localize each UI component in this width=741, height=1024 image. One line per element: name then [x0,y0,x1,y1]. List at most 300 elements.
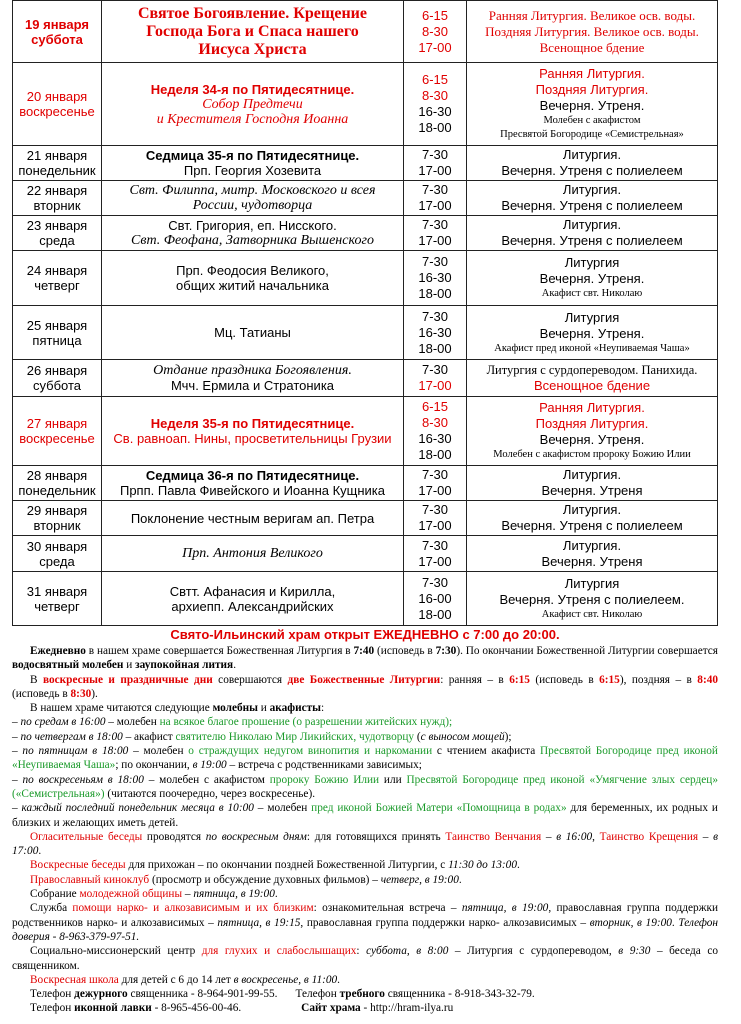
help-note [12,901,718,944]
service-cell [467,306,718,360]
sunday-talks-note [12,858,718,872]
feast-line: Свтт. Афанасия и Кирилла, [169,583,336,599]
date: 22 января [26,183,88,198]
time: 17-00 [418,518,452,533]
service: Литургия. [562,467,622,482]
service: Литургия. [562,502,622,517]
service: Вечерня. Утреня. [539,98,645,113]
date: 30 января [26,538,88,554]
feast-line: Свт. Григория, еп. Нисского. [168,218,337,233]
t: для беременных, их родных и близких и желающих иметь детей. [12,802,718,829]
feast-line: архиепп. Александрийских [171,598,334,614]
feast-cell [102,146,404,181]
t: требного [339,988,385,1001]
time: 18-00 [418,340,452,356]
t: Воскресные беседы [30,859,126,872]
service-cell [467,572,718,626]
time: 7-30 [421,574,449,590]
date-cell [13,1,102,63]
t: Воскресная школа [30,973,119,986]
time-cell [404,360,467,397]
weekday: среда [39,233,75,248]
feast-cell [102,63,404,146]
time: 6-15 [421,7,449,23]
time: 16-30 [418,104,452,119]
t: – акафист [122,730,176,743]
weekday: среда [39,553,75,569]
service: Литургия [564,255,620,270]
t: священника - 8-918-343-32-79. [384,988,535,1001]
table-row [13,216,718,251]
t: четверг, в 19:00 [380,873,459,886]
t: о страждущих недугом винопития и наркомании [188,745,433,758]
service-cell [467,360,718,397]
feast-line: Святое Богоявление. Крещение [138,4,367,22]
t: . [337,973,340,986]
talks-note [12,830,718,859]
feast-line: общих житий начальника [176,278,329,293]
cinema-note [12,873,718,887]
service: Ранняя Литургия. [539,400,645,415]
t: : [356,945,367,958]
phones-line-2 [12,1001,718,1015]
service-cell [467,536,718,572]
phones-line-1 [12,987,718,1001]
service: Вечерня. Утреня с полиелеем [501,233,683,248]
date-cell [13,251,102,306]
service-cell [467,501,718,536]
t: или [379,773,407,786]
weekday: вторник [33,198,81,213]
time: 18-00 [418,120,452,135]
date-cell [13,63,102,146]
weekday: суббота [31,31,83,47]
table-row [13,501,718,536]
t: Пресвятой Богородице пред иконой «Умягчение злых сердец» («Семистрельная») [12,773,719,800]
time-cell [404,572,467,626]
date: 19 января [25,16,89,32]
notes-section [12,626,718,1016]
t: (исповедь в [529,673,600,686]
feast-line: Неделя 35-я по Пятидесятнице. [150,416,355,431]
t: ), поздняя – в [619,673,698,686]
service: Литургия [564,309,620,325]
feast-line: Неделя 34-я по Пятидесятнице. [150,81,355,97]
service: Поздняя Литургия. [535,82,649,97]
weekday: четверг [34,278,80,293]
sunday-note [12,673,718,702]
t: ; по окончании, [115,759,193,772]
t: : [320,702,325,715]
service: Литургия с сурдопереводом. Панихида. [486,363,698,377]
t: . [516,859,520,872]
table-row [13,306,718,360]
feast-line: Господа Бога и Спаса нашего [146,22,359,40]
table-row [13,536,718,572]
time: 17-00 [418,378,452,393]
service: Вечерня. Утреня с полиелеем. [499,591,685,607]
service: Вечерня. Утреня. [539,432,645,447]
time: 18-00 [418,286,452,301]
service: Вечерня. Утреня с полиелеем [501,198,683,213]
date: 26 января [26,363,88,378]
feast-cell [102,466,404,501]
feast-line: Св. равноап. Нины, просветительницы Грузии [113,431,392,446]
date: 24 января [26,263,88,278]
time-cell [404,306,467,360]
t: 6:15 [599,673,620,686]
t: (исповедь в [12,687,71,700]
date: 28 января [26,468,88,483]
t: заупокойная лития [135,659,234,672]
t: для прихожан – по окончании поздней Божественной Литургии, с [125,859,449,872]
feast-line: Прпп. Павла Фивейского и Иоанна Кущника [119,483,386,498]
t: две Божественные Литургии [287,673,441,686]
t: - 8-965-456-00-46. [151,1002,242,1015]
t: – Литургия с сурдопереводом, [448,945,619,958]
feast-line: Отдание праздника Богоявления. [153,363,352,378]
service: Ранняя Литургия. Великое осв. воды. [488,7,696,23]
service: Всенощное бдение [533,378,651,393]
feast-line: Прп. Георгия Хозевита [183,163,322,178]
feast-cell [102,536,404,572]
t: : ознакомительная встреча – [313,902,462,915]
time-cell [404,1,467,63]
time: 18-00 [418,447,452,462]
feast-cell [102,501,404,536]
table-row [13,1,718,63]
t: Служба [30,902,73,915]
t: – молебен [105,716,160,729]
service: Молебен с акафистом пророку Божию Илии [493,449,691,460]
feast-line: и Крестителя Господня Иоанна [156,111,349,127]
service: Вечерня. Утреня. [539,325,645,341]
t: Телефон доверия [12,916,719,943]
prayers-intro [12,701,718,715]
prayer-monday [12,801,718,830]
t: и [257,702,270,715]
t: В нашем храме читаются следующие [30,702,213,715]
service: Литургия. [562,147,622,162]
date-cell [13,397,102,466]
time: 18-00 [418,606,452,622]
t: пятница, в 19:00 [461,902,549,915]
service-cell [467,63,718,146]
t: Таинство Крещения [599,830,699,843]
service-cell [467,216,718,251]
date: 31 января [26,583,88,599]
t: для глухих и слабослышащих [201,945,357,958]
t: молебны [212,702,258,715]
school-note [12,973,718,987]
date: 25 января [26,317,88,333]
t: Ежедневно [30,645,86,657]
feast-cell [102,572,404,626]
t: – встреча с родственниками зависимых; [226,759,422,772]
t: дежурного [74,988,128,1001]
time: 17-00 [418,553,452,569]
date-cell [13,466,102,501]
t: пред иконой Божией Матери «Помощница в родах» [311,802,567,815]
time: 16-00 [418,590,452,606]
t: , [592,830,600,843]
t: – молебен с акафистом [143,773,270,786]
service: Литургия. [562,537,622,553]
table-row [13,360,718,397]
service: Вечерня. Утреня с полиелеем [501,518,683,533]
feast-line: Мчч. Ермила и Стратоника [170,378,335,393]
service: Вечерня. Утреня [541,483,643,498]
time-cell [404,216,467,251]
table-row [13,63,718,146]
t: и [123,659,136,672]
t: Огласительные беседы [30,830,143,843]
time: 8-30 [421,415,449,430]
time-cell [404,251,467,306]
feast-cell [102,397,404,466]
t: водосвятный молебен [12,659,124,672]
site-link[interactable]: - http://hram-ilya.ru [360,1002,454,1015]
time: 16-30 [418,324,452,340]
table-row [13,466,718,501]
t: – [541,830,557,843]
t: Православный киноклуб [30,873,150,886]
table-row [13,251,718,306]
feast-line: Свт. Филиппа, митр. Московского и всея [129,183,376,198]
t: по воскресным дням [205,830,307,843]
t: ). По окончании Божественной Литургии совершается [456,645,718,657]
t: пятница, в 19:00 [193,888,275,901]
t: священника - 8-964-901-99-55. [127,988,278,1001]
weekday: воскресенье [19,431,95,446]
t: 8:30 [70,687,92,700]
time: 7-30 [421,537,449,553]
prayer-thursday [12,730,718,744]
feast-line: Поклонение честным веригам ап. Петра [130,510,375,526]
t: на всякое благое прошение (о разрешении житейских нужд); [159,716,453,729]
t: ). [91,687,98,700]
service-cell [467,466,718,501]
weekday: пятница [32,332,82,348]
date-cell [13,501,102,536]
feast-cell [102,306,404,360]
date: 23 января [26,218,88,233]
prayer-wednesday [12,715,718,729]
time: 6-15 [421,72,449,87]
t: в 9:30 [618,945,651,958]
service: Вечерня. Утреня. [539,271,645,286]
t: . [38,845,42,858]
date-cell [13,216,102,251]
t: ); [504,730,512,743]
t: совершаются [212,673,288,686]
t: . [671,916,679,929]
time-cell [404,501,467,536]
t: в 17:00 [12,830,718,858]
t: Телефон [30,988,75,1001]
feast-cell [102,1,404,63]
youth-note [12,887,718,901]
t: – по воскресеньям в 18:00 [12,773,144,786]
t: : для готовящихся принять [306,830,446,843]
t: пятница, в 19:15 [217,916,301,929]
feast-line: Иисуса Христа [198,40,307,58]
t: 7:40 [353,645,375,657]
time: 7-30 [421,502,449,517]
service-cell [467,251,718,306]
t: , православная группа поддержки родственников нарко- и алкозависимых – [12,902,719,929]
t: – молебен [253,802,312,815]
feast-line: России, чудотворца [192,198,313,213]
time: 7-30 [421,147,449,162]
t: в нашем храме совершается Божественная Литургия в [85,645,354,657]
time: 7-30 [421,467,449,482]
date: 27 января [26,416,88,431]
time: 17-00 [418,163,452,178]
feast-line: Седмица 36-я по Пятидесятнице. [145,468,360,483]
time: 6-15 [421,399,449,414]
prayer-sunday [12,773,718,802]
t: : ранняя – в [440,673,510,686]
time: 8-30 [421,88,449,103]
weekday: понедельник [18,483,96,498]
t: Телефон [30,1002,75,1015]
schedule-table [12,0,718,626]
date-cell [13,360,102,397]
service: Всенощное бдение [539,39,645,55]
service: Вечерня. Утреня с полиелеем [501,163,683,178]
service-cell [467,1,718,63]
t: суббота, в 8:00 [366,945,449,958]
t: (исповедь в [374,645,436,657]
time: 16-30 [418,270,452,285]
service-cell [467,181,718,216]
time-cell [404,63,467,146]
time: 7-30 [421,254,449,269]
t: – каждый последний понедельник месяца в 10:00 [12,802,254,815]
t: пророку Божию Илии [269,773,380,786]
service: Поздняя Литургия. [535,416,649,431]
time: 7-30 [421,308,449,324]
date: 29 января [26,503,88,518]
t: – [698,830,714,843]
time-cell [404,146,467,181]
t: – по четвергам в 18:00 [12,730,123,743]
t: . [458,873,462,886]
t: для детей с 6 до 14 лет [118,973,234,986]
t: молодежной общины [79,888,183,901]
date: 20 января [26,89,88,104]
date-cell [13,536,102,572]
feast-cell [102,360,404,397]
time: 17-00 [418,233,452,248]
table-row [13,181,718,216]
date: 21 января [26,148,88,163]
t: Собрание [30,888,80,901]
time: 7-30 [421,362,449,377]
service: Акафист пред иконой «Неупиваемая Чаша» [494,342,690,354]
t: – по пятницам в 18:00 [12,745,129,758]
service: Акафист свт. Николаю [541,288,643,299]
feast-line: Свт. Феофана, Затворника Вышенского [131,233,374,248]
t: 8:40 [697,673,719,686]
service: Вечерня. Утреня [541,553,643,569]
t: в 16:00 [556,830,593,843]
t: ( [414,730,421,743]
t: , православная группа поддержки нарко- алкозависимых – [300,916,590,929]
feast-line: Седмица 35-я по Пятидесятнице. [145,148,360,163]
t: акафисты [269,702,321,715]
time: 17-00 [418,39,452,55]
feast-line: Собор Предтечи [202,96,303,112]
t: помощи нарко- и алкозависимым и их близким [72,902,314,915]
opening-hours-heading: Свято-Ильинский храм открыт ЕЖЕДНЕВНО с 7:00 до 20:00. [170,627,560,642]
feast-line: Мц. Татианы [214,325,291,340]
service: Акафист свт. Николаю [541,608,643,620]
t: Телефон [295,988,340,1001]
service: Ранняя Литургия. [539,66,645,81]
t: 6:15 [509,673,530,686]
t: – по средам в 16:00 [12,716,106,729]
date-cell [13,146,102,181]
service: Молебен с акафистом [543,115,641,126]
t: (читаются поочередно, через воскресенье). [104,787,316,800]
time-cell [404,536,467,572]
t: Социально-миссионерский центр [30,945,202,958]
feast-cell [102,181,404,216]
t: (просмотр и обсуждение духовных фильмов) – [149,873,381,886]
t: . [274,888,278,901]
weekday: вторник [33,518,81,533]
time-cell [404,466,467,501]
time: 16-30 [418,431,452,446]
t: – [182,888,194,901]
t: 7:30 [435,645,457,657]
service-cell [467,397,718,466]
t: В [30,673,43,686]
t: 11:30 до 13:00 [448,859,517,872]
table-row [13,572,718,626]
feast-cell [102,251,404,306]
t: – молебен [128,745,189,758]
feast-line: Прп. Феодосия Великого, [176,263,329,278]
date-cell [13,306,102,360]
feast-cell [102,216,404,251]
date-cell [13,572,102,626]
t: Сайт храма [301,1002,361,1015]
t: вторник, в 19:00 [589,916,672,929]
service: Пресвятой Богородице «Семистрельная» [500,129,684,140]
t: проводятся [142,830,206,843]
service: Поздняя Литургия. Великое осв. воды. [485,23,699,39]
t: Пресвятой Богородице пред иконой «Неупиваемая Чаша» [12,745,718,772]
service-cell [467,146,718,181]
weekday: суббота [32,378,82,393]
time: 8-30 [421,23,449,39]
t: . [233,659,237,672]
weekday: четверг [34,598,80,614]
t: Таинство Венчания [445,830,542,843]
service: Литургия. [562,217,622,232]
date-cell [13,181,102,216]
time: 17-00 [418,198,452,213]
service: Литургия. [562,182,622,197]
daily-note [12,644,718,673]
time-cell [404,181,467,216]
t: в 19:00 [192,759,227,772]
service: Литургия [564,575,620,591]
time: 7-30 [421,217,449,232]
